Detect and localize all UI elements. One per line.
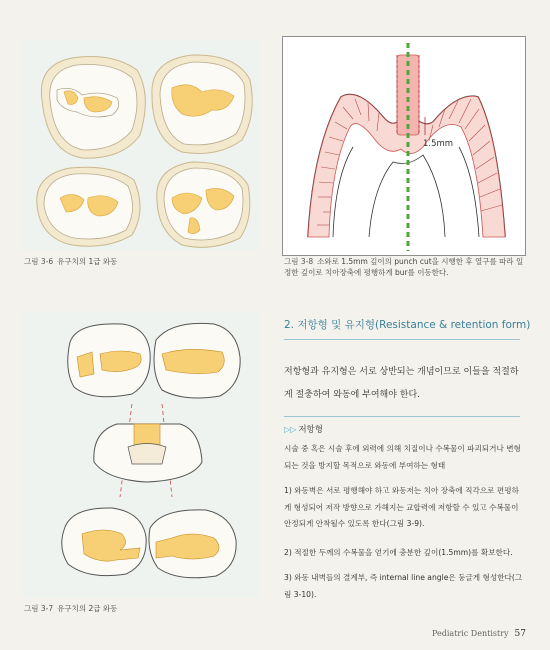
page-number: 57 xyxy=(514,629,526,639)
tooth-illustration xyxy=(41,57,145,159)
figure-3-6-caption xyxy=(24,256,260,267)
list-item: 1) 와동벽은 서로 평행해야 하고 와동저는 치아 장축에 직각으로 편평하게 형성되어 저작 방향으로 가해지는 교합력에 저항할 수 있고 수복물이 안정되게 안착될수 있도록 한다(그림 3-9). xyxy=(284,486,519,528)
figure-label: 그림 3-8 xyxy=(284,257,314,266)
body-paragraph: 시술 중 혹은 시술 후에 외력에 의해 치질이나 수복물이 파괴되거나 변형되는 것을 방지할 목적으로 와동에 부여하는 형태 xyxy=(284,444,521,470)
figure-3-7-illustration xyxy=(22,312,260,598)
journal-name: Pediatric Dentistry xyxy=(431,629,509,638)
subheading-text: 저항형 xyxy=(298,425,323,435)
subheading xyxy=(284,423,323,435)
section-divider xyxy=(284,416,520,417)
double-arrow-icon: ▷▷ xyxy=(284,425,297,434)
figure-3-8-caption xyxy=(284,256,524,278)
figure-3-6-illustration xyxy=(22,40,260,250)
intro-paragraph: 저항형과 유지형은 서로 상반되는 개념이므로 이들을 적절하게 절충하여 와동에 부여해야 한다. xyxy=(284,367,519,400)
figure-3-6-panel xyxy=(22,40,260,250)
figure-3-8-illustration xyxy=(283,37,525,255)
tooth-illustration xyxy=(68,324,150,397)
tooth-illustration xyxy=(152,55,252,154)
figure-3-7-panel xyxy=(22,312,260,598)
figure-3-7-caption xyxy=(24,603,260,614)
section-divider xyxy=(284,339,520,340)
list-item: 3) 와동 내벽들의 결계부, 즉 internal line angle은 둥글게 형성한다(그림 3-10). xyxy=(284,573,523,599)
tooth-illustration xyxy=(149,510,236,578)
figure-label: 그림 3-7 xyxy=(24,604,54,613)
tooth-illustration xyxy=(62,508,146,576)
depth-label: 1.5mm xyxy=(423,139,454,149)
page-footer xyxy=(432,629,526,639)
section-heading: 2. 저항형 및 유지형(Resistance & retention form) xyxy=(284,319,531,331)
tooth-illustration xyxy=(157,162,250,247)
figure-label: 그림 3-6 xyxy=(24,257,54,266)
bur-illustration xyxy=(397,55,419,135)
caption-text: 소와로 1.5mm 깊이의 punch cut을 시행한 후 열구를 따라 일정한 깊이로 치아장축에 평행하게 bur를 이동한다. xyxy=(284,257,524,277)
figure-3-8-panel xyxy=(282,36,526,256)
dentin-outline xyxy=(333,147,479,237)
list-item: 2) 적절한 두께의 수복물을 얻기에 충분한 깊이(1.5mm)를 확보한다. xyxy=(284,548,513,557)
tooth-illustration xyxy=(37,167,140,246)
caption-text: 유구치의 1급 와동 xyxy=(57,257,118,266)
caption-text: 유구치의 2급 와동 xyxy=(57,604,118,613)
tooth-side-view xyxy=(94,404,202,497)
tooth-illustration xyxy=(154,323,240,398)
